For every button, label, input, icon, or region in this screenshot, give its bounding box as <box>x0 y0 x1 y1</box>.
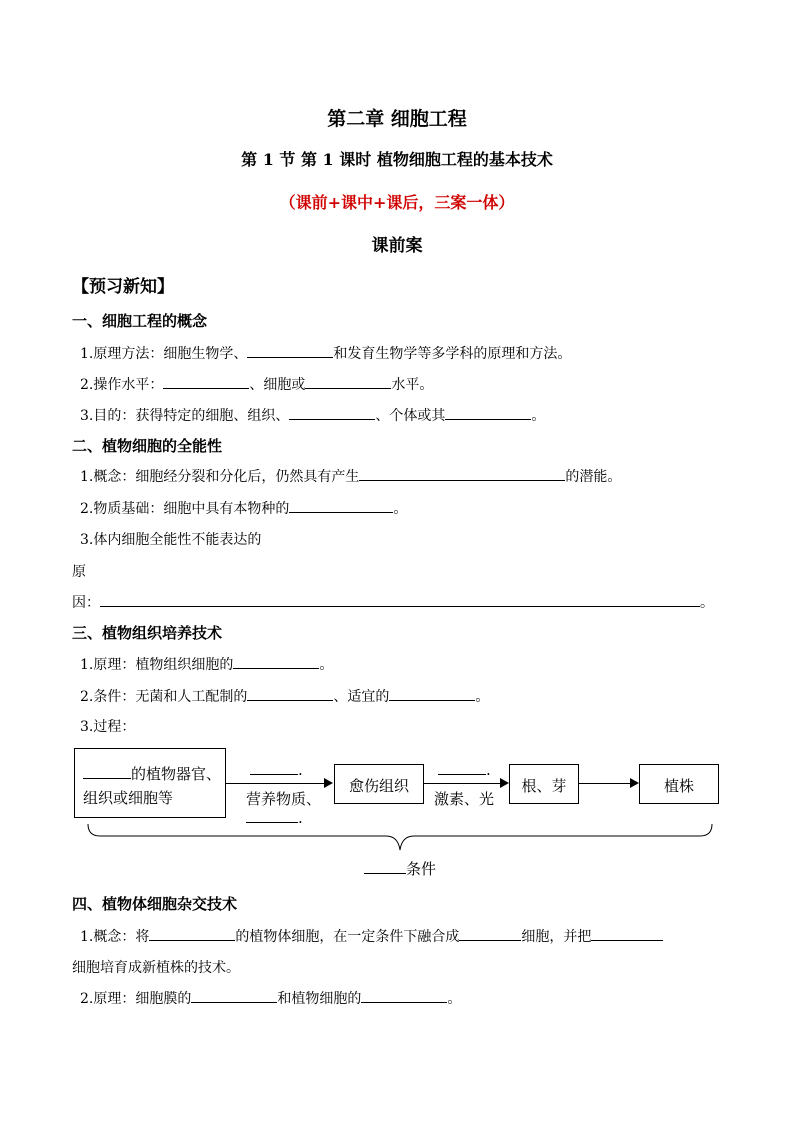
answer-blank[interactable] <box>163 374 249 389</box>
brace-label: 条件 <box>364 858 436 879</box>
answer-blank[interactable] <box>247 686 333 701</box>
s4-line-1: 1.概念：将 的植物体细胞，在一定条件下融合成 细胞，并把 <box>80 926 663 946</box>
answer-blank[interactable] <box>247 343 333 358</box>
answer-blank[interactable] <box>438 760 486 775</box>
s3-line-1: 1.原理：植物组织细胞的 。 <box>80 654 333 674</box>
answer-blank[interactable] <box>100 592 700 607</box>
answer-blank[interactable] <box>289 498 393 513</box>
arrow-2-label: 激素、光 <box>434 790 495 808</box>
answer-blank[interactable] <box>83 764 131 779</box>
part-title: 课前案 <box>371 236 423 256</box>
s2-line-4: 原 <box>72 564 86 580</box>
s2-line-3: 3.体内细胞全能性不能表达的 <box>80 532 262 548</box>
s2-line-1: 1.概念：细胞经分裂和分化后，仍然具有产生 的潜能。 <box>80 466 621 486</box>
callus-box: 愈伤组织 <box>334 764 424 804</box>
root-bud-box: 根、芽 <box>509 764 579 804</box>
s2-line-2: 2.物质基础：细胞中具有本物种的 。 <box>80 498 407 518</box>
answer-blank[interactable] <box>359 466 565 481</box>
s1-line-2: 2.操作水平： 、细胞或 水平。 <box>80 374 433 394</box>
section-2-title: 二、植物细胞的全能性 <box>72 437 223 455</box>
section-1-title: 一、细胞工程的概念 <box>72 312 208 330</box>
answer-blank[interactable] <box>149 926 235 941</box>
s1-line-3: 3.目的：获得特定的细胞、组织、 、个体或其 。 <box>80 405 545 425</box>
arrow-2 <box>424 783 500 784</box>
answer-blank[interactable] <box>364 859 406 874</box>
answer-blank[interactable] <box>389 686 475 701</box>
arrow-3-head <box>630 778 639 788</box>
arrow-2-head <box>500 778 509 788</box>
arrow-1-label: 营养物质、 <box>246 790 322 808</box>
arrow-1 <box>226 783 324 784</box>
lesson-title: 第 1 节 第 1 课时 植物细胞工程的基本技术 <box>241 150 553 169</box>
format-note: （课前+课中+课后，三案一体） <box>279 193 515 212</box>
answer-blank[interactable] <box>191 988 277 1003</box>
answer-blank[interactable] <box>459 926 521 941</box>
chapter-title: 第二章 细胞工程 <box>327 108 467 130</box>
s4-line-2: 细胞培育成新植株的技术。 <box>72 960 240 976</box>
answer-blank[interactable] <box>445 405 531 420</box>
answer-blank[interactable] <box>361 988 447 1003</box>
section-4-title: 四、植物体细胞杂交技术 <box>72 895 238 913</box>
s1-line-1: 1.原理方法：细胞生物学、 和发育生物学等多学科的原理和方法。 <box>80 343 571 363</box>
arrow-3 <box>579 783 630 784</box>
answer-blank[interactable] <box>305 374 391 389</box>
answer-blank[interactable] <box>289 405 375 420</box>
start-box: 的植物器官、 组织或细胞等 <box>74 748 226 818</box>
answer-blank[interactable] <box>591 926 663 941</box>
section-3-title: 三、植物组织培养技术 <box>72 624 223 642</box>
answer-blank[interactable] <box>250 760 298 775</box>
plant-box: 植株 <box>639 764 719 804</box>
arrow-1-head <box>324 778 333 788</box>
s3-line-3: 3.过程： <box>80 719 136 735</box>
brace <box>86 822 716 858</box>
s4-line-3: 2.原理：细胞膜的 和植物细胞的 。 <box>80 988 461 1008</box>
s2-line-5: 因： 。 <box>72 592 714 612</box>
preview-label: 【预习新知】 <box>72 277 174 297</box>
answer-blank[interactable] <box>246 808 298 823</box>
s3-line-2: 2.条件：无菌和人工配制的 、适宜的 。 <box>80 686 489 706</box>
answer-blank[interactable] <box>233 654 319 669</box>
